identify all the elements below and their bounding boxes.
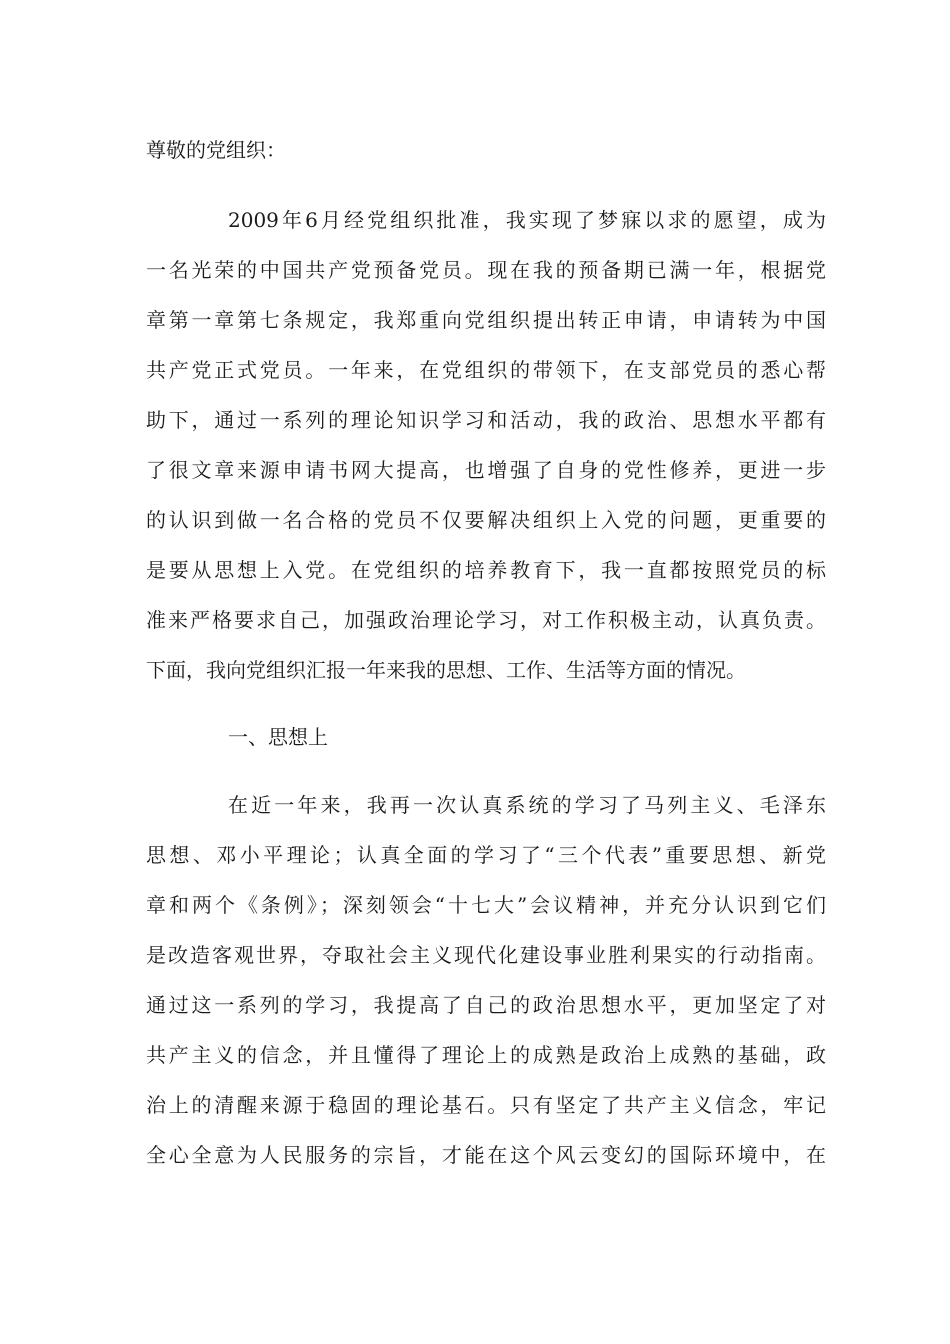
paragraph1-line: 助下，通过一系列的理论知识学习和活动，我的政治、思想水平都有	[146, 408, 826, 432]
paragraph2-line: 在近一年来，我再一次认真系统的学习了马列主义、毛泽东	[228, 793, 826, 817]
paragraph2-line: 治上的清醒来源于稳固的理论基石。只有坚定了共产主义信念，牢记	[146, 1093, 826, 1117]
paragraph2-line: 全心全意为人民服务的宗旨，才能在这个风云变幻的国际环境中，在	[146, 1143, 826, 1167]
paragraph2-line: 思想、邓小平理论；认真全面的学习了“三个代表”重要思想、新党	[146, 843, 826, 867]
section-heading: 一、思想上	[228, 725, 328, 749]
salutation: 尊敬的党组织：	[146, 138, 286, 162]
paragraph2-line: 章和两个《条例》；深刻领会“十七大”会议精神，并充分认识到它们	[146, 893, 826, 917]
paragraph2-line: 通过这一系列的学习，我提高了自己的政治思想水平，更加坚定了对	[146, 993, 826, 1017]
paragraph1-line: 章第一章第七条规定，我郑重向党组织提出转正申请，申请转为中国	[146, 308, 826, 332]
paragraph1-line: 是要从思想上入党。在党组织的培养教育下，我一直都按照党员的标	[146, 558, 826, 582]
paragraph1-line: 下面，我向党组织汇报一年来我的思想、工作、生活等方面的情况。	[146, 658, 746, 682]
paragraph2-line: 共产主义的信念，并且懂得了理论上的成熟是政治上成熟的基础，政	[146, 1043, 826, 1067]
paragraph1-line: 共产党正式党员。一年来，在党组织的带领下，在支部党员的悉心帮	[146, 358, 826, 382]
paragraph1-line: 准来严格要求自己，加强政治理论学习，对工作积极主动，认真负责。	[146, 608, 826, 632]
paragraph1-line: 2009年6月经党组织批准，我实现了梦寐以求的愿望，成为	[228, 208, 826, 232]
paragraph1-line: 的认识到做一名合格的党员不仅要解决组织上入党的问题，更重要的	[146, 508, 826, 532]
paragraph1-line: 了很文章来源申请书网大提高，也增强了自身的党性修养，更进一步	[146, 458, 826, 482]
paragraph1-line: 一名光荣的中国共产党预备党员。现在我的预备期已满一年，根据党	[146, 258, 826, 282]
paragraph2-line: 是改造客观世界，夺取社会主义现代化建设事业胜利果实的行动指南。	[146, 943, 826, 967]
